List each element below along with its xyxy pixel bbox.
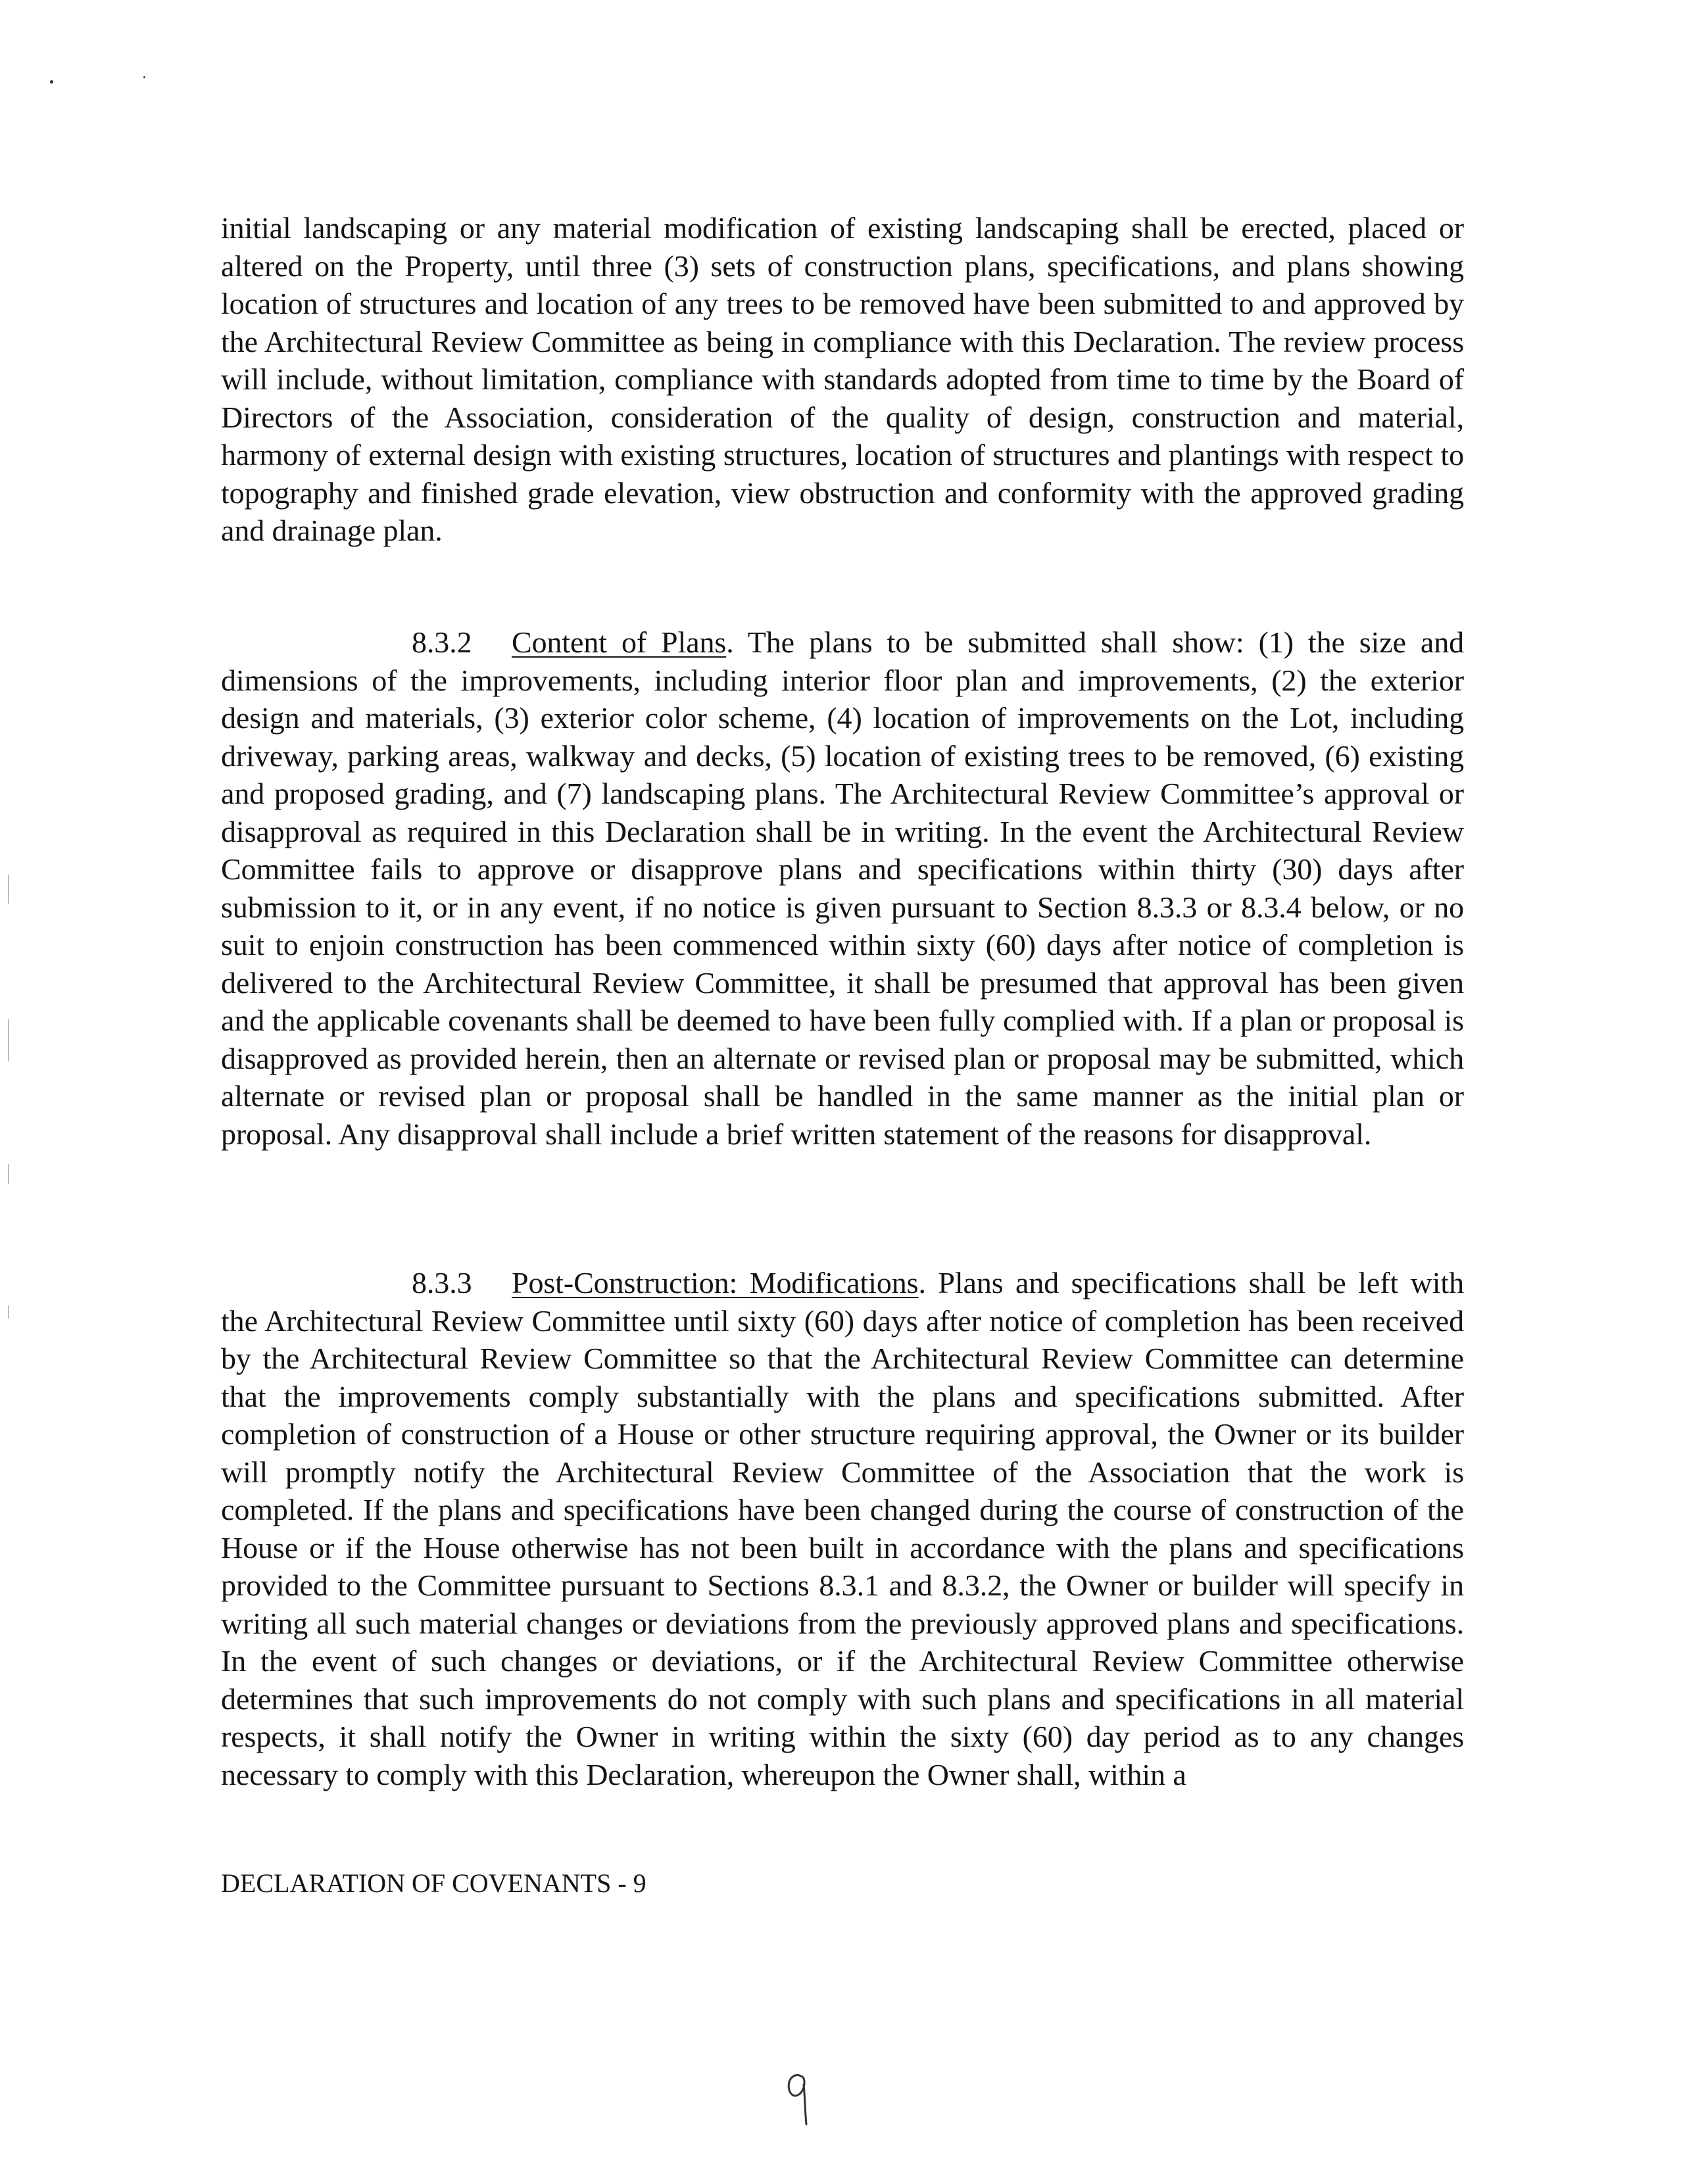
section-number: 8.3.3 [412, 1266, 472, 1299]
handwritten-page-number [783, 2065, 816, 2127]
paragraph-continuation [221, 209, 1464, 550]
section-heading: Content of Plans [512, 625, 727, 659]
section-8-3-3 [221, 1264, 1464, 1793]
section-body: . Plans and specifications shall be left with the Architectural Review Committee until sixty (60) days after notice of completion has been received by the Architectural Review Committee so that the Architectural Review Committee can determine that the improvements comply substantially with the plans and specifications submitted. After completion of construction of a House or other structure requiring approval, the Owner or its builder will promptly notify the Architectural Review Committee of the Association that the work is completed. If the plans and specifications have been changed during the course of construction of the House or if the House otherwise has not been built in accordance with the plans and specifications provided to the Committee pursuant to Sections 8.3.1 and 8.3.2, the Owner or builder will specify in writing all such material changes or deviations from the previously approved plans and specifications. In the event of such changes or deviations, or if the Architectural Review Committee otherwise determines that such improvements do not comply with such plans and specifications in all material respects, it shall notify the Owner in writing within the sixty (60) day period as to any changes necessary to comply with this Declaration, whereupon the Owner shall, within a [221, 1266, 1464, 1791]
section-body: . The plans to be submitted shall show: (1) the size and dimensions of the improvements, including interior floor plan and improvements, (2) the exterior design and materials, (3) exterior color scheme, (4) location of improvements on the Lot, including driveway, parking areas, walkway and decks, (5) location of existing trees to be removed, (6) existing and proposed grading, and (7) landscaping plans. The Architectural Review Committee’s approval or disapproval as required in this Declaration shall be in writing. In the event the Architectural Review Committee fails to approve or disapprove plans and specifications within thirty (30) days after submission to it, or in any event, if no notice is given pursuant to Section 8.3.3 or 8.3.4 below, or no suit to enjoin construction has been commenced within sixty (60) days after notice of completion is delivered to the Architectural Review Committee, it shall be presumed that approval has been given and the applicable covenants shall be deemed to have been fully complied with. If a plan or proposal is disapproved as provided herein, then an alternate or revised plan or proposal may be submitted, which alternate or revised plan or proposal shall be handled in the same manner as the initial plan or proposal. Any disapproval shall include a brief written statement of the reasons for disapproval. [221, 625, 1465, 1151]
scan-speck [143, 76, 145, 78]
section-number: 8.3.2 [412, 625, 472, 659]
section-heading: Post-Construction: Modifications [512, 1266, 919, 1299]
scan-speck [50, 80, 53, 84]
scan-edge-mark [8, 1164, 9, 1184]
scan-edge-mark [8, 1305, 9, 1319]
paragraph-text: initial landscaping or any material modification of existing landscaping shall be erected, placed or altered on the Property, until three (3) sets of construction plans, specifications, and plans showing location of structures and location of any trees to be removed have been submitted to and approved by the Architectural Review Committee as being in compliance with this Declaration. The review process will include, without limitation, compliance with standards adopted from time to time by the Board of Directors of the Association, consideration of the quality of design, construction and material, harmony of external design with existing structures, location of structures and plantings with respect to topography and finished grade elevation, view obstruction and conformity with the approved grading and drainage plan. [221, 211, 1464, 547]
section-8-3-2 [221, 623, 1464, 1153]
scan-edge-mark [8, 875, 9, 904]
page-footer: DECLARATION OF COVENANTS - 9 [221, 1868, 646, 1898]
scan-edge-mark [8, 1019, 9, 1061]
